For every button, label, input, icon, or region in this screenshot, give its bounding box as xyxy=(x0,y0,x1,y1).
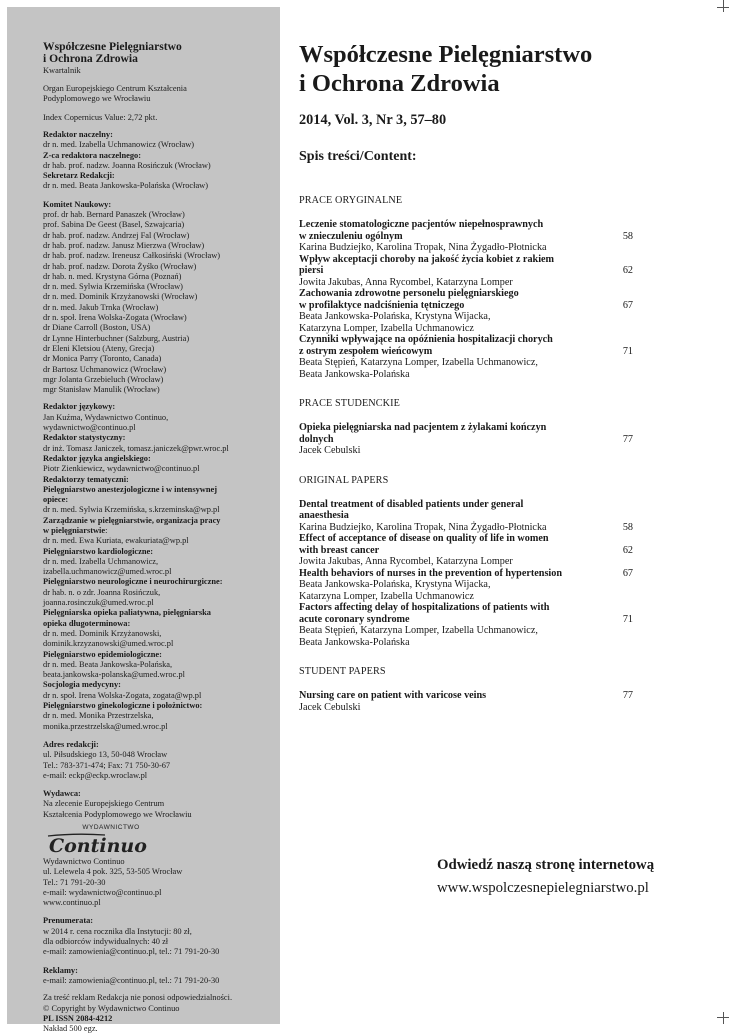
topic-editor: dr n. med. Monika Przestrzelska, xyxy=(43,711,154,721)
sidebar-journal-title: Współczesne Pielęgniarstwo xyxy=(43,40,182,53)
topic-editor-email: joanna.rosinczuk@umed.wroc.pl xyxy=(43,598,154,608)
topic-editor-email: beata.jankowska-polanska@umed.wroc.pl xyxy=(43,670,185,680)
committee-member: dr hab. prof. nadzw. Ireneusz Całkosiński (Wrocław) xyxy=(43,251,221,261)
table-of-contents xyxy=(299,195,639,713)
topic-heading: opiece: xyxy=(43,495,69,505)
toc-entry-title: z ostrym zespołem wieńcowym xyxy=(299,345,433,357)
toc-entry-title: Wpływ akceptacji choroby na jakość życia kobiet z rakiem xyxy=(299,253,555,265)
toc-entry-page: 71 xyxy=(622,613,633,625)
contents-column xyxy=(299,40,639,713)
toc-entry-page: 71 xyxy=(622,345,633,357)
deputy-heading: Z-ca redaktora naczelnego: xyxy=(43,150,141,160)
toc-entry-authors: Katarzyna Lomper, Izabella Uchmanowicz xyxy=(299,322,474,334)
disclaimer: Za treść reklam Redakcja nie ponosi odpowiedzialności. xyxy=(43,993,233,1003)
toc-entry[interactable] xyxy=(299,690,633,713)
editor-heading: Redaktor naczelny: xyxy=(43,130,113,139)
toc-entry[interactable] xyxy=(299,422,633,457)
editors-block xyxy=(43,402,268,732)
toc-entry-authors: Katarzyna Lomper, Izabella Uchmanowicz xyxy=(299,590,474,602)
stat-editor-heading: Redaktor statystyczny: xyxy=(43,433,126,443)
continuo-line: www.continuo.pl xyxy=(43,898,101,908)
ads-heading: Reklamy: xyxy=(43,965,78,975)
toc-entry-title: Zachowania zdrowotne personelu pielęgniarskiego xyxy=(299,288,519,299)
topic-editors-heading: Redaktorzy tematyczni: xyxy=(43,474,129,484)
english-editor-heading: Redaktor języka angielskiego: xyxy=(43,453,151,463)
language-editor-email: wydawnictwo@continuo.pl xyxy=(43,423,136,433)
topic-heading: Pielęgniarska opieka paliatywna, pielęgniarska xyxy=(43,608,211,618)
subscription-line: w 2014 r. cena rocznika dla Instytucji: 80 zł, xyxy=(43,926,192,936)
continuo-line: Tel.: 71 791-20-30 xyxy=(43,877,106,887)
toc-entry-authors: Karina Budziejko, Karolina Tropak, Nina Żygadło-Płotnicka xyxy=(299,521,547,533)
crop-mark xyxy=(723,1012,724,1024)
toc-entry[interactable] xyxy=(299,602,633,648)
committee-member: dr Eleni Kletsiou (Ateny, Grecja) xyxy=(43,343,155,353)
committee-member: dr Bartosz Uchmanowicz (Wrocław) xyxy=(43,364,167,374)
toc-entry[interactable] xyxy=(299,533,633,568)
sidebar-journal-title: i Ochrona Zdrowia xyxy=(43,52,138,66)
toc-entry[interactable] xyxy=(299,219,633,254)
toc-entry-page: 58 xyxy=(622,521,633,533)
committee-member: prof. Sabina De Geest (Basel, Szwajcaria) xyxy=(43,220,185,230)
committee-member: dr Lynne Hinterbuchner (Salzburg, Austria) xyxy=(43,333,190,343)
publisher-heading: Wydawca: xyxy=(43,789,81,799)
toc-entry-authors: Beata Jankowska-Polańska, Krystyna Wijacka, xyxy=(299,311,491,322)
topic-editor-email: dominik.krzyzanowski@umed.wroc.pl xyxy=(43,639,174,649)
toc-entry-authors: Beata Stępień, Katarzyna Lomper, Izabella Uchmanowicz, xyxy=(299,625,538,636)
toc-entry-authors: Jowita Jakubas, Anna Rycombel, Katarzyna Lomper xyxy=(299,556,513,567)
crop-mark xyxy=(717,7,729,8)
committee-member: dr n. med. Jakub Trnka (Wrocław) xyxy=(43,302,159,312)
toc-entry[interactable] xyxy=(299,288,633,334)
language-editor-heading: Redaktor językowy: xyxy=(43,402,116,412)
continuo-line: ul. Lelewela 4 pok. 325, 53-505 Wrocław xyxy=(43,867,183,877)
toc-entry-title: w znieczuleniu ogólnym xyxy=(299,230,403,242)
topic-editor: dr n. med. Dominik Krzyżanowski, xyxy=(43,628,162,638)
toc-entry-authors: Jacek Cebulski xyxy=(299,701,361,713)
toc-entry-page: 67 xyxy=(622,567,633,579)
toc-entry-title: anaesthesia xyxy=(299,510,349,521)
toc-entry-page: 77 xyxy=(622,690,633,701)
toc-entry-title: Nursing care on patient with varicose veins xyxy=(299,690,487,701)
english-editor: Piotr Zienkiewicz, wydawnictwo@continuo.pl xyxy=(43,464,200,474)
address-line: Tel.: 783-371-474; Fax: 71 750-30-67 xyxy=(43,760,171,770)
committee-member: mgr Jolanta Grzebieluch (Wrocław) xyxy=(43,374,164,384)
index-copernicus: Index Copernicus Value: 2,72 pkt. xyxy=(43,112,158,122)
deputy-name: dr hab. prof. nadzw. Joanna Rosińczuk (Wrocław) xyxy=(43,160,211,170)
toc-entry-title: Effect of acceptance of disease on quality of life in women xyxy=(299,533,549,544)
visit-text: Odwiedź naszą stronę internetową xyxy=(437,857,655,873)
crop-mark xyxy=(717,1017,729,1018)
toc-entry-title: Factors affecting delay of hospitalizations of patients with xyxy=(299,602,550,613)
frequency: Kwartalnik xyxy=(43,65,81,75)
topic-heading: Pielęgniarstwo anestezjologiczne i w intensywnej xyxy=(43,484,217,494)
language-editor: Jan Kuźma, Wydawnictwo Continuo, xyxy=(43,412,169,422)
toc-heading: Spis treści/Content: xyxy=(299,149,417,164)
committee-member: dr n. med. Sylwia Krzemińska (Wrocław) xyxy=(43,282,183,292)
toc-entry[interactable] xyxy=(299,254,633,289)
publisher-line: Na zlecenie Europejskiego Centrum xyxy=(43,799,165,809)
continuo-logo-mark xyxy=(45,833,165,858)
toc-entry[interactable] xyxy=(299,334,633,380)
continuo-line: e-mail: wydawnictwo@continuo.pl xyxy=(43,887,162,897)
topic-heading: Pielęgniarstwo neurologiczne i neurochirurgiczne: xyxy=(43,577,223,587)
address-line: ul. Piłsudskiego 13, 50-048 Wrocław xyxy=(43,750,168,760)
publisher-block xyxy=(43,789,268,908)
committee-member: dr Diane Carroll (Boston, USA) xyxy=(43,323,151,333)
topic-heading: Zarządzanie w pielęgniarstwie, organizacja pracy xyxy=(43,515,221,525)
toc-entry-title: Dental treatment of disabled patients under general xyxy=(299,498,524,510)
committee-member: dr hab. n. med. Krystyna Górna (Poznań) xyxy=(43,271,182,281)
issue-info: 2014, Vol. 3, Nr 3, 57–80 xyxy=(299,112,447,128)
toc-entry-authors: Karina Budziejko, Karolina Tropak, Nina Żygadło-Płotnicka xyxy=(299,242,547,253)
committee-member: dr n. społ. Irena Wolska-Zogata (Wrocław) xyxy=(43,313,187,323)
organ-line: Podyplomowego we Wrocławiu xyxy=(43,94,151,104)
toc-entry-authors: Beata Jankowska-Polańska xyxy=(299,636,410,648)
toc-entry-title: acute coronary syndrome xyxy=(299,613,410,625)
topic-editor-email: izabella.uchmanowicz@umed.wroc.pl xyxy=(43,567,172,577)
ads-line: e-mail: zamowienia@continuo.pl, tel.: 71 791-20-30 xyxy=(43,975,220,985)
ads-block xyxy=(43,966,268,987)
committee-heading: Komitet Naukowy: xyxy=(43,199,112,209)
committee-member: dr n. med. Dominik Krzyżanowski (Wrocław) xyxy=(43,292,198,302)
committee-member: dr hab. prof. nadzw. Andrzej Fal (Wrocław) xyxy=(43,230,190,240)
toc-section-label: STUDENT PAPERS xyxy=(299,666,386,677)
journal-title: i Ochrona Zdrowia xyxy=(299,70,500,97)
topic-heading-part: w pielęgniarstwie xyxy=(43,525,106,535)
journal-title: Współczesne Pielęgniarstwo xyxy=(299,41,593,68)
toc-entry-authors: Jowita Jakubas, Anna Rycombel, Katarzyna Lomper xyxy=(299,276,513,288)
legal-block xyxy=(43,993,268,1034)
toc-entry-authors: Beata Jankowska-Polańska, Krystyna Wijacka, xyxy=(299,579,491,590)
toc-section-label: PRACE STUDENCKIE xyxy=(299,398,400,409)
topic-editor-email: monika.przestrzelska@umed.wroc.pl xyxy=(43,721,168,731)
website-url[interactable]: www.wspolczesnepielegniarstwo.pl xyxy=(437,880,649,896)
toc-entry-authors: Beata Stępień, Katarzyna Lomper, Izabella Uchmanowicz, xyxy=(299,357,538,368)
topic-heading xyxy=(43,526,268,536)
secretary-name: dr n. med. Beata Jankowska-Polańska (Wrocław) xyxy=(43,181,209,191)
scientific-committee xyxy=(43,200,268,396)
toc-entry-authors: Beata Jankowska-Polańska xyxy=(299,368,410,380)
toc-section-label: ORIGINAL PAPERS xyxy=(299,474,389,486)
organ-line: Organ Europejskiego Centrum Kształcenia xyxy=(43,84,187,94)
topic-heading: Socjologia medycyny: xyxy=(43,680,121,690)
topic-editor: dr n. med. Beata Jankowska-Polańska, xyxy=(43,659,173,669)
toc-entry-page: 62 xyxy=(622,265,633,276)
logo-name: Continuo xyxy=(49,835,147,858)
toc-entry-title: with breast cancer xyxy=(299,544,380,556)
continuo-logo xyxy=(45,823,165,858)
topic-editor: dr n. med. Izabella Uchmanowicz, xyxy=(43,556,159,566)
editorial-board xyxy=(43,130,268,192)
committee-member: dr Monica Parry (Toronto, Canada) xyxy=(43,354,162,364)
website-promo xyxy=(437,857,654,897)
toc-entry[interactable] xyxy=(299,568,633,603)
toc-entry[interactable] xyxy=(299,499,633,534)
print-run: Nakład 500 egz. xyxy=(43,1024,98,1034)
toc-entry-title: Health behaviors of nurses in the prevention of hypertension xyxy=(299,567,562,579)
topic-editor: dr hab. n. o zdr. Joanna Rosińczuk, xyxy=(43,587,161,597)
toc-entry-page: 67 xyxy=(622,299,633,311)
toc-entry-page: 62 xyxy=(622,544,633,556)
topic-heading-colon: : xyxy=(105,525,108,535)
committee-list xyxy=(43,210,268,395)
secretary-heading: Sekretarz Redakcji: xyxy=(43,171,115,181)
committee-member: dr hab. prof. nadzw. Janusz Mierzwa (Wrocław) xyxy=(43,240,205,250)
organ-block xyxy=(43,84,268,105)
topic-heading: Pielęgniarstwo ginekologiczne i położnictwo: xyxy=(43,701,203,711)
topic-editor: dr n. med. Sylwia Krzemińska, s.krzeminska@wp.pl xyxy=(43,505,220,515)
committee-member: dr hab. prof. nadzw. Dorota Żyśko (Wrocław) xyxy=(43,261,197,271)
subscription-line: e-mail: zamowienia@continuo.pl, tel.: 71 791-20-30 xyxy=(43,947,220,957)
copyright: © Copyright by Wydawnictwo Continuo xyxy=(43,1003,180,1013)
topic-heading: Pielęgniarstwo epidemiologiczne: xyxy=(43,649,162,659)
toc-entry-title: dolnych xyxy=(299,433,334,445)
issn: PL ISSN 2084-4212 xyxy=(43,1013,113,1023)
toc-entry-page: 77 xyxy=(622,433,633,445)
subscription-line: dla odbiorców indywidualnych: 40 zł xyxy=(43,937,169,947)
toc-entry-authors: Jacek Cebulski xyxy=(299,445,361,456)
committee-member: mgr Stanisław Manulik (Wrocław) xyxy=(43,385,160,395)
continuo-line: Wydawnictwo Continuo xyxy=(43,857,125,866)
topic-heading: opieka długoterminowa: xyxy=(43,618,131,628)
toc-entry-title: Czynniki wpływające na opóźnienia hospitalizacji chorych xyxy=(299,334,553,345)
topic-heading: Pielęgniarstwo kardiologiczne: xyxy=(43,546,154,556)
subscription-heading: Prenumerata: xyxy=(43,916,94,926)
toc-section-label: PRACE ORYGINALNE xyxy=(299,195,403,206)
topic-editor: dr n. med. Ewa Kuriata, ewakuriata@wp.pl xyxy=(43,536,189,546)
address-email: e-mail: eckp@eckp.wroclaw.pl xyxy=(43,770,148,780)
address-block xyxy=(43,740,268,781)
logo-word: WYDAWNICTWO xyxy=(82,824,140,831)
publisher-line: Kształcenia Podyplomowego we Wrocławiu xyxy=(43,809,192,819)
toc-entry-title: Leczenie stomatologiczne pacjentów niepełnosprawnych xyxy=(299,219,544,230)
toc-entry-page: 58 xyxy=(622,230,633,242)
topic-editor: dr n. społ. Irena Wolska-Zogata, zogata@wp.pl xyxy=(43,690,202,700)
stat-editor: dr inż. Tomasz Janiczek, tomasz.janiczek@pwr.wroc.pl xyxy=(43,443,229,453)
masthead-sidebar xyxy=(7,7,280,1034)
address-heading: Adres redakcji: xyxy=(43,739,99,749)
committee-member: prof. dr hab. Bernard Panaszek (Wrocław) xyxy=(43,210,185,220)
toc-entry-title: w profilaktyce nadciśnienia tętniczego xyxy=(299,299,465,311)
toc-entry-title: Opieka pielęgniarska nad pacjentem z żylakami kończyn xyxy=(299,422,547,433)
toc-entry-title: piersi xyxy=(299,265,324,276)
crop-mark xyxy=(723,0,724,12)
subscription-block xyxy=(43,916,268,957)
editor-name: dr n. med. Izabella Uchmanowicz (Wrocław) xyxy=(43,140,195,150)
